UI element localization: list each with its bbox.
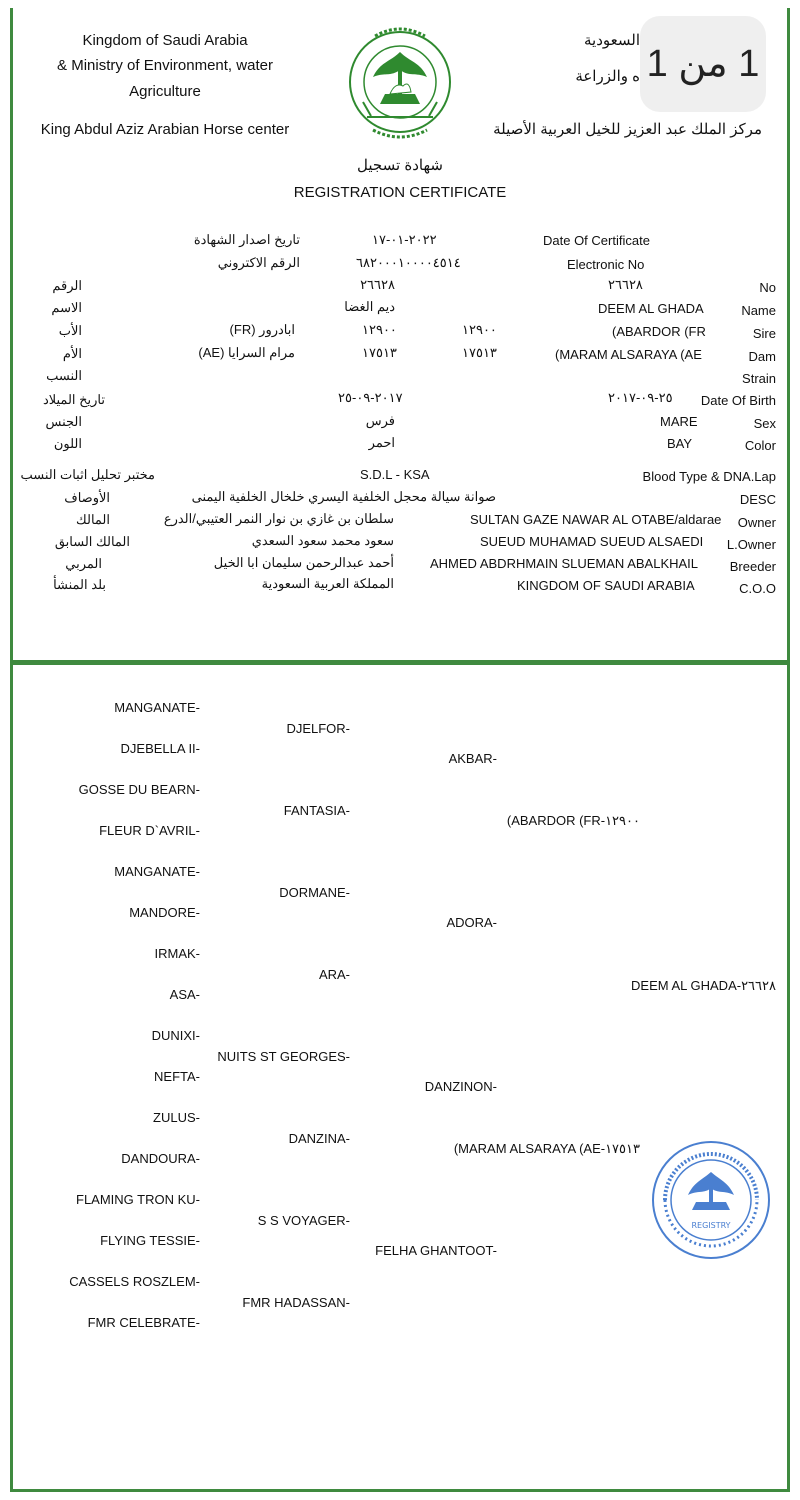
field-ar-value: ٢٦٦٢٨ xyxy=(360,277,395,292)
electronic-label-ar: الرقم الاكتروني xyxy=(217,255,300,270)
pedigree-ancestor: IRMAK- xyxy=(154,946,200,961)
pedigree-ancestor: DORMANE- xyxy=(279,885,350,900)
electronic-value: ٦٨٢٠٠٠١٠٠٠٠٤٥١٤ xyxy=(356,255,461,270)
pedigree-ancestor: S S VOYAGER- xyxy=(257,1213,350,1228)
field-mid-value: ١٧٥١٣ xyxy=(462,345,497,360)
detail-en-value: AHMED ABDRHMAIN SLUEMAN ABALKHAIL xyxy=(430,556,699,571)
field-en-value: (ABARDOR (FR xyxy=(612,324,706,339)
pedigree-ancestor: ARA- xyxy=(318,967,350,982)
detail-en-label: DESC xyxy=(739,492,776,507)
field-en-label: Sire xyxy=(752,326,776,341)
certificate-title-en: REGISTRATION CERTIFICATE xyxy=(293,184,507,201)
pedigree-ancestor: DJEBELLA II- xyxy=(120,741,200,756)
header-en-line2: & Ministry of Environment, water xyxy=(57,57,273,74)
pedigree-ancestor: DUNIXI- xyxy=(151,1028,200,1043)
field-ar-label: الرقم xyxy=(52,278,82,293)
detail-ar-value: المملكة العربية السعودية xyxy=(261,576,394,591)
detail-ar-label: المالك السابق xyxy=(54,534,130,549)
detail-en-label: Breeder xyxy=(729,559,776,574)
pedigree-ancestor: ASA- xyxy=(169,987,200,1002)
pedigree-ancestor: FELHA GHANTOOT- xyxy=(375,1243,497,1258)
detail-ar-label: مختبر تحليل اثبات النسب xyxy=(20,467,155,482)
header-ar-line1: السعودية xyxy=(583,32,640,49)
pedigree-ancestor: NEFTA- xyxy=(154,1069,200,1084)
field-en-label: Name xyxy=(741,303,776,318)
field-ar-label: تاريخ الميلاد xyxy=(42,392,105,407)
field-ar-label: الأم xyxy=(62,346,82,361)
field-en-value: ٢٥-٠٩-٢٠١٧ xyxy=(608,390,673,405)
field-ar-label: النسب xyxy=(46,368,82,383)
detail-en-value: KINGDOM OF SAUDI ARABIA xyxy=(517,578,695,593)
header-en-line3: Agriculture xyxy=(129,83,201,100)
pedigree-sire: (ABARDOR (FR-١٢٩٠٠ xyxy=(506,813,640,828)
field-ar-num: ١٧٥١٣ xyxy=(362,345,397,360)
field-ar-label: اللون xyxy=(53,436,82,451)
certificate-title-ar: شهادة تسجيل xyxy=(357,157,443,174)
detail-ar-label: المالك xyxy=(76,512,110,527)
field-ar-value: فرس xyxy=(365,413,395,428)
pedigree-ancestor: CASSELS ROSZLEM- xyxy=(69,1274,200,1289)
field-mid-value: ١٢٩٠٠ xyxy=(462,322,497,337)
date-value: ٢٠٢٢-٠١-١٧ xyxy=(372,232,437,247)
pedigree-ancestor: GOSSE DU BEARN- xyxy=(78,782,200,797)
detail-en-label: L.Owner xyxy=(726,537,776,552)
field-en-value: DEEM AL GHADA xyxy=(598,301,704,316)
detail-en-label: Owner xyxy=(737,515,776,530)
detail-en-value: SULTAN GAZE NAWAR AL OTABE/aldarae xyxy=(470,512,722,527)
detail-en-label: Blood Type & DNA.Lap xyxy=(642,469,776,484)
detail-ar-label: بلد المنشأ xyxy=(53,577,106,592)
pedigree-ancestor: ZULUS- xyxy=(153,1110,200,1125)
header-en-line4: King Abdul Aziz Arabian Horse center xyxy=(40,121,290,138)
pedigree-ancestor: FLEUR D`AVRIL- xyxy=(99,823,200,838)
field-ar-value: ديم الغضا xyxy=(344,299,395,314)
header-en-line1: Kingdom of Saudi Arabia xyxy=(82,32,248,49)
date-label-en: Date Of Certificate xyxy=(543,233,650,248)
field-ar-label: الأب xyxy=(58,323,82,338)
header-ar-line2: ه والزراعة xyxy=(575,68,640,85)
pedigree-ancestor: FANTASIA- xyxy=(283,803,350,818)
field-en-label: Color xyxy=(744,438,776,453)
pedigree-ancestor: DANZINON- xyxy=(424,1079,497,1094)
ministry-logo xyxy=(345,22,455,152)
date-label-ar: تاريخ اصدار الشهادة xyxy=(193,232,300,247)
field-ar-label: الجنس xyxy=(45,414,82,429)
field-ar-value: ابادرور (FR) xyxy=(229,322,295,337)
field-ar-num: ١٢٩٠٠ xyxy=(362,322,397,337)
detail-ar-value: سلطان بن غازي بن نوار النمر العتيبي/الدرع xyxy=(163,511,394,526)
field-en-value: MARE xyxy=(660,414,698,429)
pedigree-ancestor: FMR HADASSAN- xyxy=(242,1295,350,1310)
field-en-label: Strain xyxy=(742,371,776,386)
pedigree-dam: (MARAM ALSARAYA (AE-١٧٥١٣ xyxy=(453,1141,640,1156)
detail-ar-value: S.D.L - KSA xyxy=(360,467,430,482)
pedigree-ancestor: DJELFOR- xyxy=(286,721,350,736)
detail-ar-value: سعود محمد سعود السعدي xyxy=(251,533,394,548)
pedigree-ancestor: DANZINA- xyxy=(288,1131,350,1146)
pedigree-ancestor: FMR CELEBRATE- xyxy=(87,1315,200,1330)
registry-stamp xyxy=(650,1100,772,1300)
detail-en-label: C.O.O xyxy=(739,581,776,596)
field-en-label: No xyxy=(759,280,776,295)
field-en-label: Date Of Birth xyxy=(700,393,776,408)
field-ar-value: ٢٠١٧-٠٩-٢٥ xyxy=(338,390,403,405)
header-ar-line3: مركز الملك عبد العزيز للخيل العربية الأصيلة xyxy=(493,121,762,138)
pedigree-ancestor: ADORA- xyxy=(446,915,497,930)
page-indicator: 1 من 1 xyxy=(640,16,766,112)
field-ar-value: احمر xyxy=(368,435,395,450)
field-en-label: Sex xyxy=(753,416,776,431)
field-en-value: BAY xyxy=(667,436,693,451)
pedigree-ancestor: DANDOURA- xyxy=(121,1151,200,1166)
pedigree-ancestor: FLAMING TRON KU- xyxy=(76,1192,200,1207)
pedigree-ancestor: NUITS ST GEORGES- xyxy=(217,1049,350,1064)
field-en-value: (MARAM ALSARAYA (AE xyxy=(555,347,702,362)
field-ar-value: مرام السرايا (AE) xyxy=(198,345,295,360)
detail-ar-label: الأوصاف xyxy=(64,490,110,505)
detail-ar-value: صوانة سيالة محجل الخلفية اليسري خلخال الخلفية اليمنى xyxy=(191,489,496,504)
pedigree-ancestor: MANGANATE- xyxy=(114,864,200,879)
detail-ar-label: المربي xyxy=(65,556,102,571)
detail-ar-value: أحمد عبدالرحمن سليمان ابا الخيل xyxy=(213,555,394,570)
pedigree-ancestor: FLYING TESSIE- xyxy=(100,1233,200,1248)
pedigree-ancestor: AKBAR- xyxy=(448,751,497,766)
pedigree-horse: DEEM AL GHADA-٢٦٦٢٨ xyxy=(631,978,776,993)
pedigree-ancestor: MANGANATE- xyxy=(114,700,200,715)
electronic-label-en: Electronic No xyxy=(567,257,645,272)
field-en-value: ٢٦٦٢٨ xyxy=(608,277,643,292)
stamp-registry-text: REGISTRY xyxy=(691,1221,731,1230)
field-en-label: Dam xyxy=(748,349,776,364)
field-ar-label: الاسم xyxy=(51,300,82,315)
detail-en-value: SUEUD MUHAMAD SUEUD ALSAEDI xyxy=(480,534,704,549)
pedigree-ancestor: MANDORE- xyxy=(129,905,200,920)
